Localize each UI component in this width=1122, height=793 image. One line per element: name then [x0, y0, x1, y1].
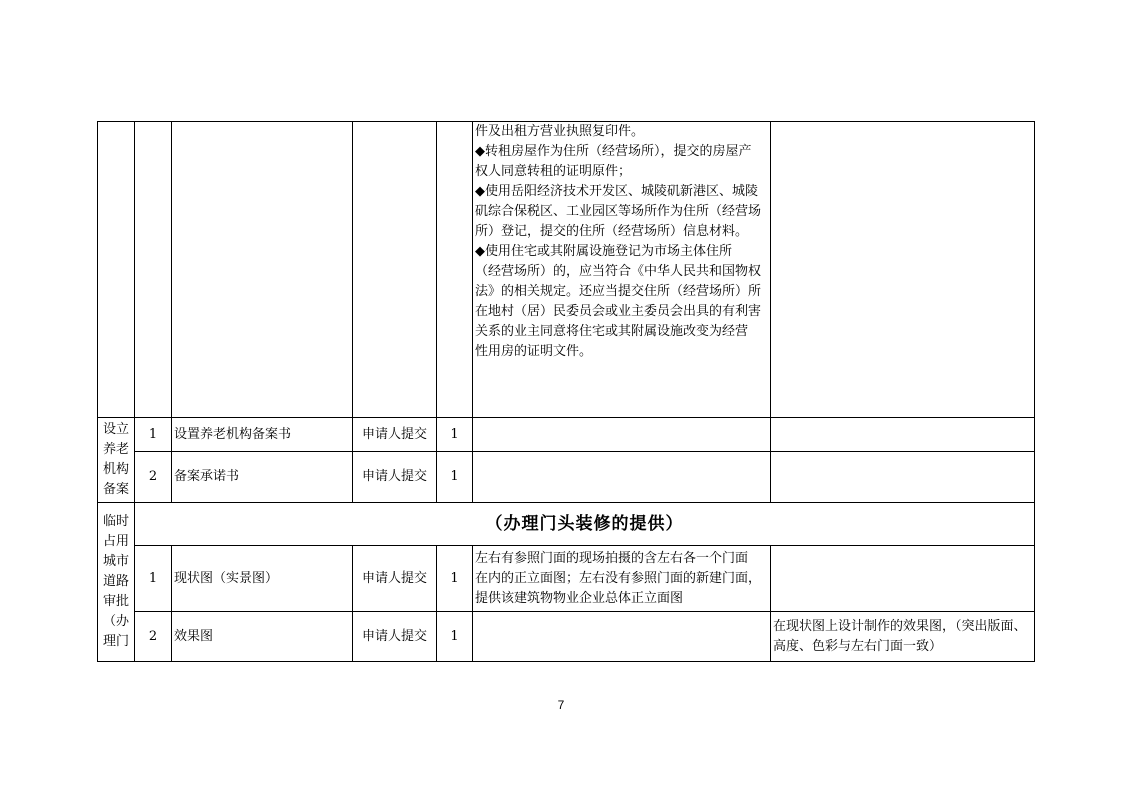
requirement-cell: [473, 612, 771, 662]
material-quantity: 1: [437, 418, 473, 452]
requirement-cell: [473, 418, 771, 452]
material-quantity: 1: [437, 546, 473, 612]
remark-cell: [771, 418, 1035, 452]
notes-line: 在地村（居）民委员会或业主委员会出具的有利害: [475, 304, 762, 319]
table-row: [98, 612, 1035, 662]
material-quantity: 1: [437, 452, 473, 503]
materials-table: [97, 121, 1035, 662]
notes-line: ◆使用住宅或其附属设施登记为市场主体住所: [475, 244, 732, 259]
notes-line: 权人同意转租的证明原件；: [475, 164, 632, 179]
material-name: 效果图: [172, 612, 353, 662]
notes-line: 矶综合保税区、工业园区等场所作为住所（经营场: [475, 204, 762, 219]
table-row: [98, 546, 1035, 612]
number-cell: [135, 122, 172, 418]
table-row: [98, 452, 1035, 503]
requirement-cell: [473, 452, 771, 503]
material-name: 设置养老机构备案书: [172, 418, 353, 452]
remark-cell: 在现状图上设计制作的效果图，（突出版面、 高度、色彩与左右门面一致）: [771, 612, 1035, 662]
notes-line: 关系的业主同意将住宅或其附属设施改变为经营: [475, 324, 749, 339]
material-name-cell: [172, 122, 353, 418]
category-road-occupation: 临时 占用 城市 道路 审批 （办 理门: [98, 503, 135, 662]
category-pension-filing: 设立 养老 机构 备案: [98, 418, 135, 503]
page-number: 7: [557, 698, 565, 712]
notes-line: （经营场所）的，应当符合《中华人民共和国物权: [475, 264, 762, 279]
notes-line: 件及出租方营业执照复印件。: [475, 124, 645, 139]
requirement-cell: 左右有参照门面的现场拍摄的含左右各一个门面 在内的正立面图；左右没有参照门面的新建门面， 提供该建筑物物业企业总体正立面图: [473, 546, 771, 612]
material-source: 申请人提交: [353, 452, 437, 503]
source-cell: [353, 122, 437, 418]
material-name: 现状图（实景图）: [172, 546, 353, 612]
row-number: 2: [135, 612, 172, 662]
remark-cell: [771, 546, 1035, 612]
material-source: 申请人提交: [353, 418, 437, 452]
row-number: 2: [135, 452, 172, 503]
requirement-notes-cell: [473, 122, 771, 418]
remark-cell: [771, 122, 1035, 418]
category-cell: [98, 122, 135, 418]
quantity-cell: [437, 122, 473, 418]
row-number: 1: [135, 418, 172, 452]
notes-line: 性用房的证明文件。: [475, 344, 593, 359]
material-name: 备案承诺书: [172, 452, 353, 503]
notes-line: 所）登记，提交的住所（经营场所）信息材料。: [475, 224, 749, 239]
material-source: 申请人提交: [353, 612, 437, 662]
notes-line: ◆转租房屋作为住所（经营场所），提交的房屋产: [475, 144, 752, 159]
row-number: 1: [135, 546, 172, 612]
table-row: [98, 418, 1035, 452]
material-source: 申请人提交: [353, 546, 437, 612]
notes-line: 法》的相关规定。还应当提交住所（经营场所）所: [475, 284, 762, 299]
material-quantity: 1: [437, 612, 473, 662]
remark-cell: [771, 452, 1035, 503]
section-heading-row: [98, 503, 1035, 546]
continuation-row: [98, 122, 1035, 418]
notes-line: ◆使用岳阳经济技术开发区、城陵矶新港区、城陵: [475, 184, 758, 199]
section-heading: （办理门头装修的提供）: [135, 503, 1035, 546]
